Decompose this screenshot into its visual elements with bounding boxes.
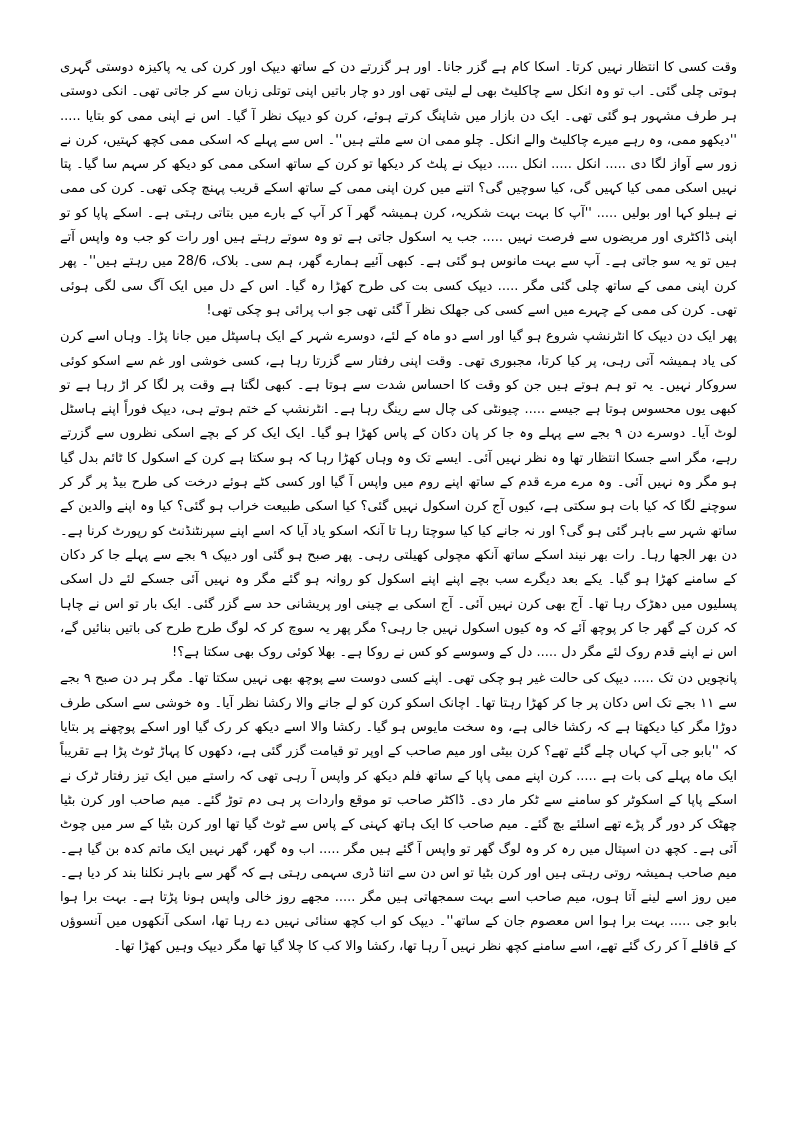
paragraph-2: پھر ایک دن دیپک کا انٹرنشپ شروع ہو گیا اور اسے دو ماہ کے لئے، دوسرے شہر کے ایک ہاسپٹل میں جانا پڑا۔ وہاں اسے کرن کی یاد ہمیشہ آتی رہی، پر کیا کرتا، مجبوری تھی۔ وقت اپنی رفتار سے گزرتا رہا ہے، کسی خوشی اور غم سے اسکو کوئی سروکار نہیں۔ یہ تو ہم ہوتے ہیں جن کو وقت کا احساس شدت سے ہوتا ہے۔ کبھی لگتا ہے وقت پر لگا کر اڑ رہا ہے تو کبھی یوں محسوس ہوتا ہے جیسے ..... چیونٹی کی چال سے رینگ رہا ہے۔ انٹرنشپ کے ختم ہوتے ہی، دیپک فوراً اپنے ہاسٹل لوٹ آیا۔ دوسرے دن ۹ بجے سے پہلے وہ جا کر پان دکان کے پاس کھڑا ہو گیا۔ ایک ایک کر کے بچے اسکی نظروں سے گزرتے رہے، مگر اسے جسکا انتظار تھا وہ نظر نہیں آئی۔ ایسے تک وہ وہاں کھڑا رہا کہ ہو سکتا ہے کرن کے اسکول کا ٹائم بدل گیا ہو مگر وہ نہیں آئی۔ وہ مرے مرے قدم کے ساتھ اپنے روم میں واپس آ گیا اور کسی کٹے ہوئے درخت کی طرح بیڈ پر گر کر سوچنے لگا کہ کیا بات ہو سکتی ہے، کیوں آج کرن اسکول نہیں گئی؟ کیا اسکی طبیعت خراب ہو گئی؟ کیا وہ اپنے والدین کے ساتھ شہر سے باہر گئی ہو گی؟ اور نہ جانے کیا کیا سوچتا رہا تا آنکہ اسکو یاد آیا کہ اسے اپنے سپرنٹنڈنٹ کو رپورٹ کرنا ہے۔ دن بھر الجھا رہا۔ رات بھر نیند اسکے ساتھ آنکھ مچولی کھیلتی رہی۔ پھر صبح ہو گئی اور دیپک ۹ بجے سے پہلے جا کر دکان کے سامنے کھڑا ہو گیا۔ یکے بعد دیگرے سب بچے اپنے اپنے اسکول کو روانہ ہو گئے مگر وہ نہیں آئی جسکے لئے دل اسکی پسلیوں میں دھڑک رہا تھا۔ آج بھی کرن نہیں آئی۔ آج اسکی بے چینی اور پریشانی حد سے گزر گئی۔ ایک بار تو اس نے چاہا کہ کرن کے گھر جا کر پوچھ آئے کہ وہ کیوں اسکول نہیں جا رہی؟ مگر پھر یہ سوچ کر کہ لوگ طرح طرح کی باتیں بنائیں گے، اس نے اپنے قدم روک لئے مگر دل ..... دل کے وسوسے کو کس نے روکا ہے۔ بھلا کوئی روک بھی سکتا ہے؟! xyxy=(60,329,737,661)
paragraph-1: وقت کسی کا انتظار نہیں کرتا۔ اسکا کام ہے گزر جانا۔ اور ہر گزرتے دن کے ساتھ دیپک اور کرن کی یہ پاکیزہ دوستی گہری ہوتی چلی گئی۔ اب تو وہ انکل سے چاکلیٹ بھی لے لیتی تھی اور دو چار باتیں اپنی توتلی زبان سے کر جاتی تھی۔ انکی دوستی ہر طرف مشہور ہو گئی تھی۔ ایک دن بازار میں شاپنگ کرتے ہوئے، کرن کو دیپک نظر آ گیا۔ اس نے اپنی ممی کو بتایا ..... ''دیکھو ممی، وہ رہے میرے چاکلیٹ والے انکل۔ چلو ممی ان سے ملتے ہیں''۔ اس سے پہلے کہ اسکی ممی کچھ کہتیں، کرن نے زور سے آواز لگا دی ..... انکل ..... انکل ..... دیپک نے پلٹ کر دیکھا تو کرن کے ساتھ اسکی ممی کو دیکھ کر سہم سا گیا۔ پتا نہیں اسکی ممی کیا کہیں گی، کیا سوچیں گی؟ اتنے میں کرن اپنی ممی کے ساتھ اسکے قریب پہنچ چکی تھی۔ کرن کی ممی نے ہیلو کہا اور بولیں ..... ''آپ کا بہت بہت شکریہ، کرن ہمیشہ گھر آ کر آپ کے بارے میں بتاتی رہتی ہے۔ اسکے پاپا کو تو اپنی ڈاکٹری اور مریضوں سے فرصت نہیں ..... جب یہ اسکول جاتی ہے تو وہ سوتے رہتے ہیں اور رات کو جب وہ واپس آتے ہیں تو یہ سو جاتی ہے۔ آپ سے بہت مانوس ہو گئی ہے۔ کبھی آئیے ہمارے گھر، ہم سی۔ بلاک، 28/6 میں رہتے ہیں''۔ پھر کرن اپنی ممی کے ساتھ چلی گئی مگر ..... دیپک کسی بت کی طرح کھڑا رہ گیا۔ اس کے دل میں ایک آگ سی لگی ہوئی تھی۔ کرن کی ممی کے چہرے میں اسے کسی کی جھلک نظر آ گئی تھی جو اب پرائی ہو چکی تھی! xyxy=(60,60,737,318)
document-page xyxy=(60,56,737,1076)
paragraph-3: پانچویں دن تک ..... دیپک کی حالت غیر ہو چکی تھی۔ اپنے کسی دوست سے پوچھ بھی نہیں سکتا تھا۔ مگر ہر دن صبح ۹ بجے سے ۱۱ بجے تک اس دکان پر جا کر کھڑا رہتا تھا۔ اچانک اسکو کرن کو لے جانے والا رکشا نظر آیا۔ وہ خوشی سے اسکی طرف دوڑا مگر کیا دیکھتا ہے کہ رکشا خالی ہے، وہ سخت مایوس ہو گیا۔ رکشا والا اسے دیکھ کر رک گیا اور اسکے پوچھنے پر بتایا کہ ''بابو جی آپ کہاں چلے گئے تھے؟ کرن بیٹی اور میم صاحب کے اوپر تو قیامت گزر گئی ہے، دکھوں کا پہاڑ ٹوٹ پڑا ہے تقریباً ایک ماہ پہلے کی بات ہے ..... کرن اپنے ممی پاپا کے ساتھ فلم دیکھ کر واپس آ رہی تھی کہ راستے میں ایک تیز رفتار ٹرک نے اسکے پاپا کے اسکوٹر کو سامنے سے ٹکر مار دی۔ ڈاکٹر صاحب تو موقع واردات پر ہی دم توڑ گئے۔ میم صاحب اور کرن بٹیا چھٹک کر دور گر پڑے تھے اسلئے بچ گئے۔ میم صاحب کا ایک ہاتھ کہنی کے پاس سے ٹوٹ گیا تھا اور کرن بٹیا کے سر میں چوٹ آئی ہے۔ کچھ دن اسپتال میں رہ کر وہ لوگ گھر تو واپس آ گئے ہیں مگر ..... اب وہ گھر، گھر نہیں ایک ماتم کدہ بن گیا ہے۔ میم صاحب ہمیشہ روتی رہتی ہیں اور کرن بٹیا تو اس دن سے اتنا ڈری سہمی رہتی ہے کہ گھر سے باہر نکلنا بند کر دیا ہے۔ میں روز اسے لینے آتا ہوں، میم صاحب اسے بہت سمجھاتی ہیں مگر ..... مجھے روز خالی واپس ہونا پڑتا ہے۔ بہت برا ہوا بابو جی ..... بہت برا ہوا اس معصوم جان کے ساتھ''۔ دیپک کو اب کچھ سنائی نہیں دے رہا تھا، اسکی آنکھوں میں آنسوؤں کے قافلے آ کر رک گئے تھے، اسے سامنے کچھ نظر نہیں آ رہا تھا، رکشا والا کب کا چلا گیا تھا مگر دیپک وہیں کھڑا تھا۔ xyxy=(60,671,738,954)
